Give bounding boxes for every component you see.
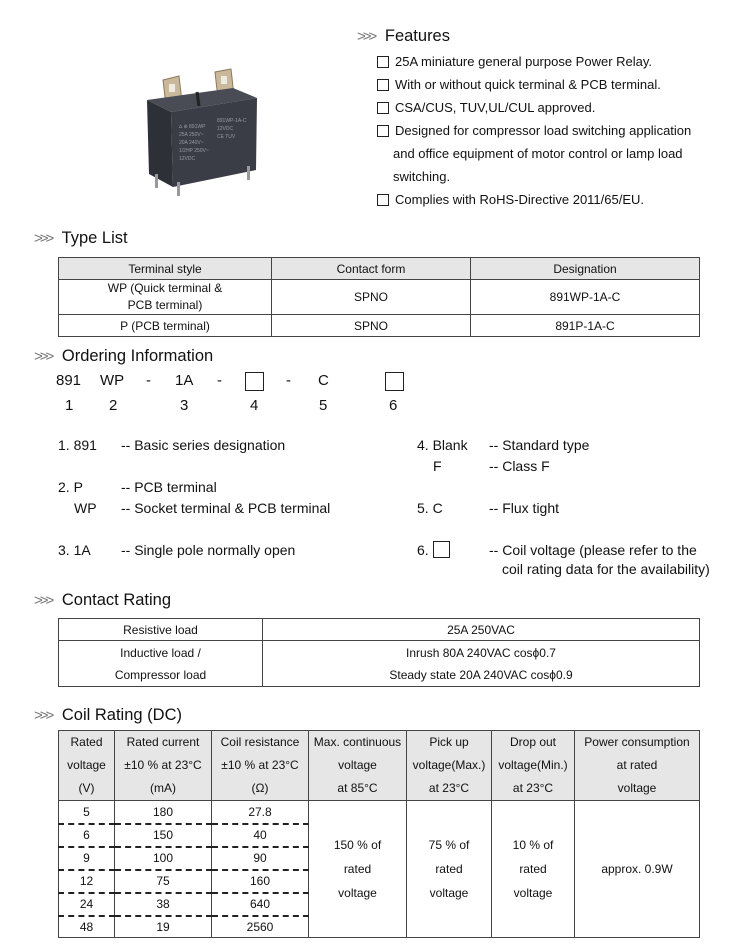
table-header-row	[59, 731, 700, 801]
table-cell: 2560	[212, 916, 309, 938]
table-cell: 9	[59, 847, 115, 870]
column-header: Rated voltage (V)	[59, 731, 115, 801]
contact-rating-table	[58, 618, 700, 687]
ordering-title: >>> Ordering Information	[34, 347, 214, 365]
chevron-right-icon: >>>	[34, 230, 52, 247]
type-list-table	[58, 257, 700, 337]
table-cell: 25A 250VAC	[263, 619, 700, 641]
code-separator: -	[146, 372, 151, 389]
table-cell: 19	[115, 916, 212, 938]
checkbox-icon	[377, 56, 389, 68]
features-title: >>> Features	[357, 27, 450, 45]
chevron-right-icon: >>>	[34, 707, 52, 724]
code-part: C	[318, 372, 329, 389]
column-header: Max. continuous voltage at 85°C	[309, 731, 407, 801]
table-cell: Inrush 80A 240VAC cosϕ0.7 Steady state 20A 240VAC cosϕ0.9	[263, 641, 700, 687]
table-cell: Inductive load / Compressor load	[59, 641, 263, 687]
svg-text:25A 250V~: 25A 250V~	[179, 132, 204, 138]
table-row	[59, 801, 700, 824]
table-cell: 5	[59, 801, 115, 824]
feature-item: 25A miniature general purpose Power Relay.	[377, 50, 727, 73]
table-row	[59, 641, 700, 687]
code-part: WP	[100, 372, 125, 389]
feature-item: With or without quick terminal & PCB terminal.	[377, 73, 727, 96]
features-list	[377, 50, 727, 211]
checkbox-icon	[377, 194, 389, 206]
table-cell: 150	[115, 824, 212, 847]
checkbox-icon	[377, 125, 389, 137]
chevron-right-icon: >>>	[34, 348, 52, 365]
table-cell: SPNO	[272, 280, 471, 315]
column-header: Pick up voltage(Max.) at 23°C	[407, 731, 492, 801]
table-row	[59, 619, 700, 641]
checkbox-icon	[377, 102, 389, 114]
column-header: Power consumption at rated voltage	[575, 731, 700, 801]
coil-rating-table	[58, 730, 700, 938]
table-cell: Resistive load	[59, 619, 263, 641]
coil-rating-title: >>> Coil Rating (DC)	[34, 706, 182, 724]
table-cell: 48	[59, 916, 115, 938]
column-header: Designation	[471, 258, 700, 280]
contact-rating-title: >>> Contact Rating	[34, 591, 172, 609]
table-cell: 38	[115, 893, 212, 916]
table-header-row	[59, 258, 700, 280]
code-blank-box	[245, 372, 264, 391]
svg-text:∆ ⊕ 891WP: ∆ ⊕ 891WP	[179, 124, 206, 130]
table-cell: 12	[59, 870, 115, 893]
table-cell: 75 % of rated voltage	[407, 801, 492, 938]
chevron-right-icon: >>>	[34, 592, 52, 609]
table-cell: 40	[212, 824, 309, 847]
table-cell: approx. 0.9W	[575, 801, 700, 938]
svg-text:CE TUV: CE TUV	[217, 134, 236, 140]
column-header: Coil resistance ±10 % at 23°C (Ω)	[212, 731, 309, 801]
column-header: Drop out voltage(Min.) at 23°C	[492, 731, 575, 801]
table-cell: 10 % of rated voltage	[492, 801, 575, 938]
svg-text:20A 240V~: 20A 240V~	[179, 140, 204, 146]
column-header: Contact form	[272, 258, 471, 280]
code-separator: -	[286, 372, 291, 389]
svg-text:1/2HP 250V~: 1/2HP 250V~	[179, 148, 209, 154]
table-cell: 6	[59, 824, 115, 847]
coil-voltage-box	[433, 541, 450, 558]
table-cell: 27.8	[212, 801, 309, 824]
table-cell: WP (Quick terminal & PCB terminal)	[59, 280, 272, 315]
code-part: 1A	[175, 372, 194, 389]
column-header: Terminal style	[59, 258, 272, 280]
feature-item-continuation: switching.	[393, 169, 451, 184]
ordering-legend-left: 1. 891 -- Basic series designation 2. P -- PCB terminal WP -- Socket terminal & PCB terminal 3. 1A -- Single pole normally open	[58, 437, 331, 558]
code-part: 891	[56, 372, 82, 389]
svg-text:12VDC: 12VDC	[179, 156, 196, 162]
checkbox-icon	[377, 79, 389, 91]
feature-item: Designed for compressor load switching application	[377, 119, 727, 142]
table-row	[59, 315, 700, 337]
table-cell: 150 % of rated voltage	[309, 801, 407, 938]
table-cell: 75	[115, 870, 212, 893]
table-cell: SPNO	[272, 315, 471, 337]
table-cell: 891WP-1A-C	[471, 280, 700, 315]
relay-product-image	[135, 62, 265, 197]
table-cell: 891P-1A-C	[471, 315, 700, 337]
table-cell: 160	[212, 870, 309, 893]
svg-text:891WP-1A-C: 891WP-1A-C	[217, 118, 247, 124]
feature-item: CSA/CUS, TUV,UL/CUL approved.	[377, 96, 727, 119]
chevron-right-icon: >>>	[357, 28, 375, 45]
code-separator: -	[217, 372, 222, 389]
column-header: Rated current ±10 % at 23°C (mA)	[115, 731, 212, 801]
order-code	[0, 372, 747, 394]
table-cell: 640	[212, 893, 309, 916]
svg-text:12VDC: 12VDC	[217, 126, 234, 132]
table-cell: 24	[59, 893, 115, 916]
feature-item-continuation: and office equipment of motor control or lamp load	[393, 146, 683, 161]
table-row	[59, 280, 700, 315]
feature-item: Complies with RoHS-Directive 2011/65/EU.	[377, 188, 727, 211]
table-cell: 90	[212, 847, 309, 870]
table-cell: 180	[115, 801, 212, 824]
order-code-numbers: 1 2 3 4 5 6	[65, 397, 398, 414]
table-cell: 100	[115, 847, 212, 870]
code-blank-box	[385, 372, 404, 391]
type-list-title: >>> Type List	[34, 229, 128, 247]
table-cell: P (PCB terminal)	[59, 315, 272, 337]
ordering-legend-right: 4. Blank -- Standard type F -- Class F 5. C -- Flux tight 6. -- Coil voltage (please refer to the coil rating data for the availability)	[417, 437, 710, 577]
